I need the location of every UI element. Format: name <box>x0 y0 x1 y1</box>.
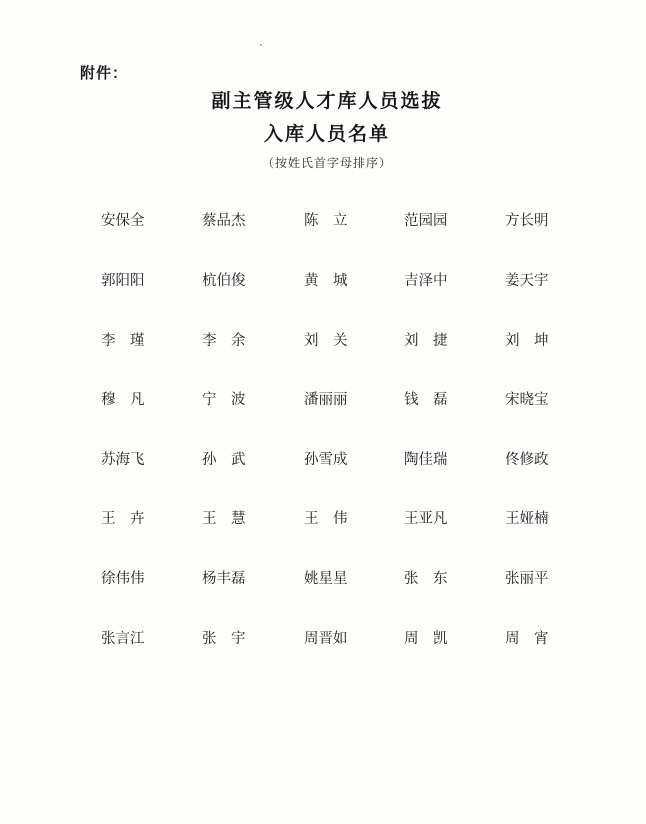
name-entry: 刘 坤 <box>505 333 549 349</box>
name-entry: 王娅楠 <box>505 511 549 527</box>
name-entry: 潘丽丽 <box>304 392 348 408</box>
name-entry: 刘 关 <box>304 333 348 349</box>
name-entry: 陈 立 <box>304 213 348 229</box>
name-entry: 周 凯 <box>404 631 448 647</box>
name-entry: 王 卉 <box>101 511 145 527</box>
name-entry: 孙 武 <box>202 452 246 468</box>
name-entry: 张言江 <box>101 631 145 647</box>
document-subtitle: 入库人员名单 <box>263 123 390 145</box>
sort-note: （按姓氏首字母排序） <box>261 156 392 170</box>
name-entry: 黄 城 <box>304 273 348 289</box>
name-entry: 王亚凡 <box>404 511 448 527</box>
name-entry: 王 慧 <box>202 511 246 527</box>
name-entry: 王 伟 <box>304 511 348 527</box>
name-entry: 佟修政 <box>505 452 549 468</box>
name-entry: 张 宇 <box>202 631 246 647</box>
name-entry: 孙雪成 <box>304 452 348 468</box>
name-entry: 郭阳阳 <box>101 273 145 289</box>
name-entry: 周晋如 <box>304 631 348 647</box>
name-entry: 张丽平 <box>505 571 549 587</box>
name-entry: 张 东 <box>404 571 448 587</box>
name-entry: 范园园 <box>404 213 448 229</box>
document-title: 副主管级人才库人员选拔 <box>211 90 443 112</box>
name-entry: 吉泽中 <box>404 273 448 289</box>
attachment-label: 附件： <box>80 64 129 82</box>
name-entry: 徐伟伟 <box>101 571 145 587</box>
name-entry: 刘 捷 <box>404 333 448 349</box>
name-entry: 李 余 <box>202 333 246 349</box>
name-entry: 姜天宇 <box>505 273 549 289</box>
scan-speck <box>260 44 262 46</box>
name-entry: 杭伯俊 <box>202 273 246 289</box>
name-entry: 宋晓宝 <box>505 392 549 408</box>
name-entry: 钱 磊 <box>404 392 448 408</box>
name-entry: 蔡品杰 <box>202 213 246 229</box>
name-entry: 姚星星 <box>304 571 348 587</box>
name-entry: 宁 波 <box>202 392 246 408</box>
name-entry: 周 宵 <box>505 631 549 647</box>
name-entry: 陶佳瑞 <box>404 452 448 468</box>
name-entry: 李 瑾 <box>101 333 145 349</box>
name-entry: 穆 凡 <box>101 392 145 408</box>
name-entry: 杨丰磊 <box>202 571 246 587</box>
name-entry: 方长明 <box>505 213 549 229</box>
name-entry: 苏海飞 <box>101 452 145 468</box>
name-entry: 安保全 <box>101 213 145 229</box>
